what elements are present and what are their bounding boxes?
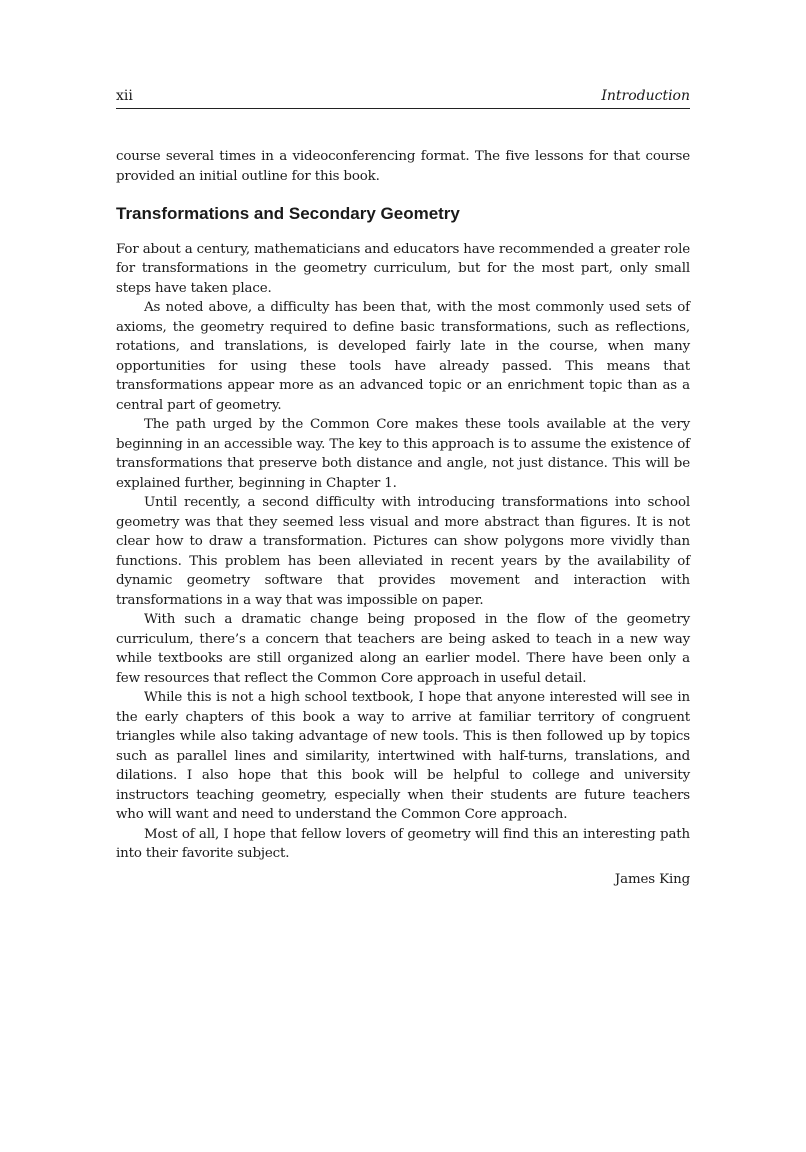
section-paragraph: For about a century, mathematicians and educators have recommended a greater role for transformations in the geometry curriculum, but for the most part, only small steps have taken place. [116, 241, 690, 296]
section-title: Transformations and Secondary Geometry [116, 204, 460, 223]
running-title: Introduction [601, 88, 690, 104]
section-paragraph: As noted above, a difficulty has been that, with the most commonly used sets of axioms, the geometry required to define basic transformations, such as reflections, rotations, and translations, is developed fairly late in the course, when many opportunities for using these tools have already passed. This means that transformations appear more as an advanced topic or an enrichment topic than as a central part of geometry. [116, 300, 690, 413]
page-number: xii [116, 88, 133, 104]
running-head [116, 86, 690, 109]
section-paragraph: The path urged by the Common Core makes these tools available at the very beginning in an accessible way. The key to this approach is to assume the existence of transformations that preserve both distance and angle, not just distance. This will be explained further, beginning in Chapter 1. [116, 417, 690, 491]
intro-paragraph: course several times in a videoconferencing format. The five lessons for that course provided an initial outline for this book. [116, 149, 690, 184]
section-paragraph: Until recently, a second difficulty with introducing transformations into school geometry was that they seemed less visual and more abstract than figures. It is not clear how to draw a transformation. Pictures can show polygons more vividly than functions. This problem has been alleviated in recent years by the availability of dynamic geometry software that provides movement and interaction with transformations in a way that was impossible on paper. [116, 495, 690, 608]
body-text [116, 147, 690, 889]
book-page [116, 86, 690, 889]
section-paragraph: Most of all, I hope that fellow lovers of geometry will find this an interesting path into their favorite subject. [116, 826, 690, 861]
section-paragraph: With such a dramatic change being proposed in the flow of the geometry curriculum, there’s a concern that teachers are being asked to teach in a new way while textbooks are still organized along an earlier model. There have been only a few resources that reflect the Common Core approach in useful detail. [116, 612, 690, 686]
section-paragraph: While this is not a high school textbook, I hope that anyone interested will see in the early chapters of this book a way to arrive at familiar territory of congruent triangles while also taking advantage of new tools. This is then followed up by topics such as parallel lines and similarity, intertwined with half-turns, translations, and dilations. I also hope that this book will be helpful to college and university instructors teaching geometry, especially when their students are future teachers who will want and need to understand the Common Core approach. [116, 690, 690, 822]
author-signature: James King [614, 871, 690, 887]
